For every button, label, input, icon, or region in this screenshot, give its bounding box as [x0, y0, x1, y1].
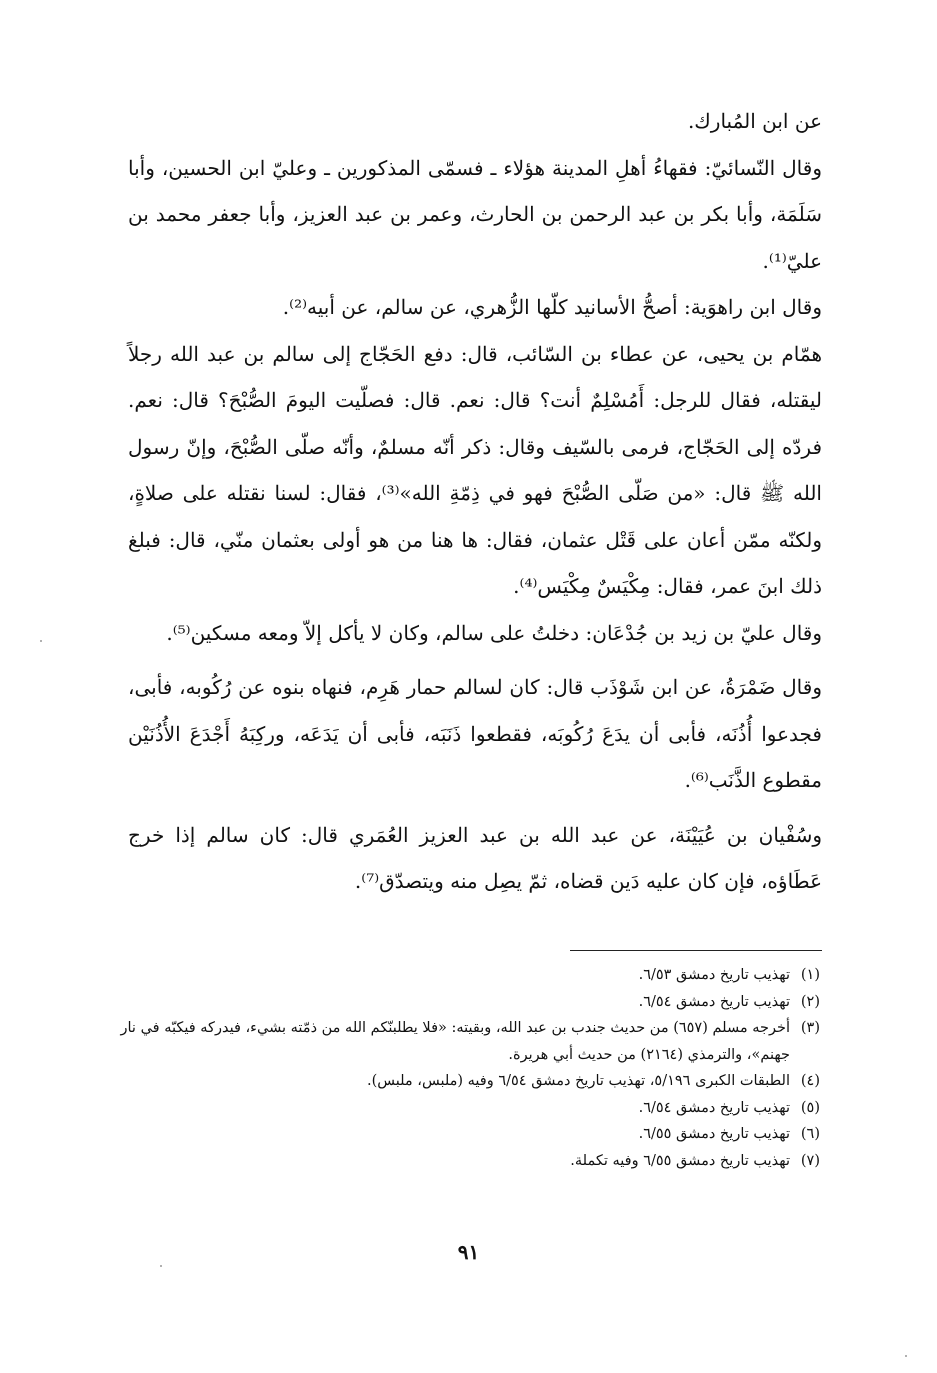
footnote-number: (٥)	[800, 1099, 820, 1116]
footnote-separator	[570, 950, 822, 951]
footnote	[120, 1148, 820, 1175]
footnote	[120, 1015, 820, 1068]
footnote	[120, 1095, 820, 1122]
paragraph: وسُفْيان بن عُيَيْنَة، عن عبد الله بن عبد العزيز العُمَري قال: كان سالم إذا خرج عَطَاؤه، فإن كان عليه دَين قضاه، ثمّ يصِل منه ويتصدّق⁽⁷⁾.	[128, 822, 822, 893]
footnote-text: الطبقات الكبرى ٥/١٩٦، تهذيب تاريخ دمشق ٦/٥٤ وفيه (ملبس، ملبس).	[366, 1073, 790, 1089]
footnote	[120, 962, 820, 989]
footnote-number: (٣)	[800, 1020, 820, 1036]
paragraph: وقال النّسائيّ: فقهاءُ أهلِ المدينة هؤلاء ـ فسمّى المذكورين ـ وعليّ ابن الحسين، وأبا سَلَمَة، وأبا بكر بن عبد الرحمن بن الحارث، وعمر بن عبد العزيز، وأبا جعفر محمد بن عليّ⁽¹⁾.	[128, 155, 822, 273]
footnote-text: تهذيب تاريخ دمشق ٦/٥٣.	[638, 967, 790, 983]
paragraph: وقال عليّ بن زيد بن جُدْعَان: دخلتُ على سالم، وكان لا يأكل إلاّ ومعه مسكين⁽⁵⁾.	[166, 620, 822, 645]
scan-speck	[905, 1355, 907, 1357]
footnote-text: تهذيب تاريخ دمشق ٦/٥٥ وفيه تكملة.	[570, 1152, 790, 1169]
footnote-number: (٢)	[800, 993, 820, 1010]
footnote	[120, 1121, 820, 1148]
page-number: ٩١	[457, 1240, 480, 1264]
footnote-text: تهذيب تاريخ دمشق ٦/٥٤.	[638, 993, 790, 1010]
paragraph: عن ابن المُبارك.	[687, 109, 822, 133]
footnote-number: (٧)	[800, 1152, 820, 1169]
footnote-text: أخرجه مسلم (٦٥٧) من حديث جندب بن عبد الله، وبقيته: «فلا يطلبنّكم الله من ذمّته بشيء، فيدركه فيكبّه في نار جهنم»، والترمذي (٢١٦٤) من حديث أبي هريرة.	[120, 1020, 790, 1063]
footnote-number: (٤)	[800, 1073, 820, 1089]
main-text	[128, 98, 822, 905]
footnote-number: (١)	[800, 967, 820, 983]
footnote-number: (٦)	[800, 1126, 820, 1142]
paragraph: همّام بن يحيى، عن عطاء بن السّائب، قال: دفع الحَجّاج إلى سالم بن عبد الله رجلاً ليقتله، فقال للرجل: أَمُسْلِمٌ أنت؟ قال: نعم. قال: فصلّيت اليومَ الصُّبْحَ؟ قال: نعم. فردّه إلى الحَجّاج، فرمى بالسّيف وقال: ذكر أنّه مسلمٌ، وأنّه صلّى الصُّبْحَ، وإنّ رسول الله ﷺ قال: «من صَلّى الصُّبْحَ فهو في ذِمّةِ الله»⁽³⁾، فقال: لسنا نقتله على صلاةٍ، ولكنّه ممّن أعان على قَتْل عثمان، فقال: ها هنا من هو أولى بعثمان منّي، قال: فبلغ ذلك ابنَ عمر، فقال: مِكْيَسٌ مِكْيَس⁽⁴⁾.	[128, 341, 822, 598]
paragraph: وقال ضَمْرَةُ، عن ابن شَوْذَب قال: كان لسالم حمار هَرِم، فنهاه بنوه عن رُكُوبه، فأبى، فجدعوا أُذُنَه، فأبى أن يدَعَ رُكُوبَه، فقطعوا ذَنَبَه، فأبى أن يَدَعَه، وركِبَهُ أَجْدَعَ الأُذُنَيْن مقطوع الذَّنَب⁽⁶⁾.	[128, 675, 822, 792]
paragraph: وقال ابن راهوَية: أصحُّ الأسانيد كلّها الزُّهري، عن سالم، عن أبيه⁽²⁾.	[282, 295, 822, 319]
footnotes	[120, 962, 820, 1174]
footnote	[120, 989, 820, 1016]
scan-speck	[40, 640, 42, 642]
footnote	[120, 1068, 820, 1095]
scan-speck	[160, 1265, 162, 1267]
footnote-text: تهذيب تاريخ دمشق ٦/٥٥.	[638, 1126, 790, 1142]
footnote-text: تهذيب تاريخ دمشق ٦/٥٤.	[638, 1099, 790, 1116]
